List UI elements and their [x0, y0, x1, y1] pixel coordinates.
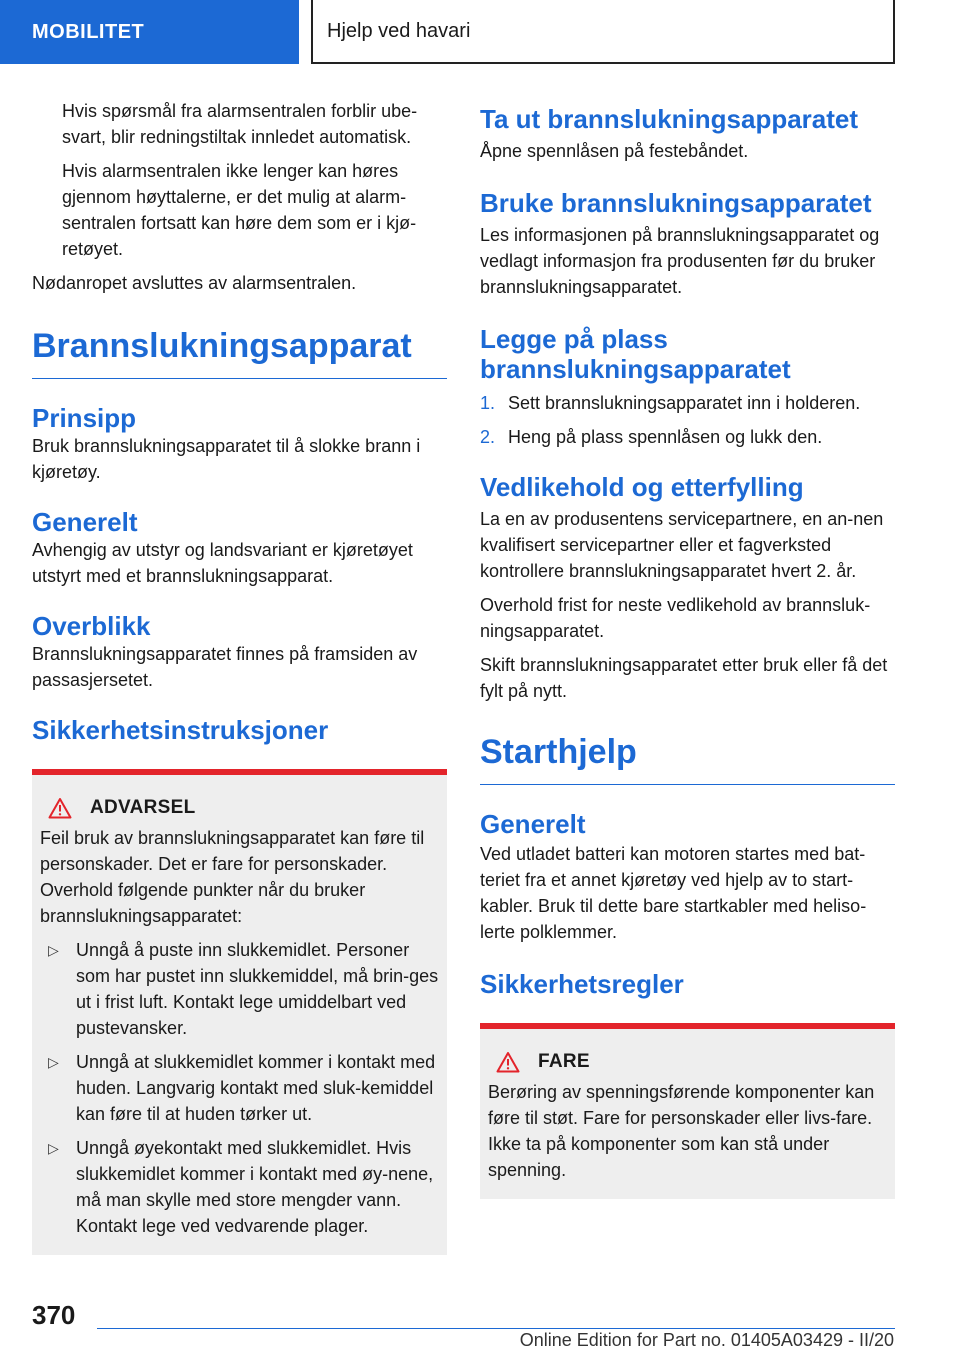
warning-box [32, 769, 447, 1255]
danger-label: FARE [538, 1051, 590, 1072]
step-item [480, 390, 895, 416]
bullet-text: Unngå øyekontakt med slukkemidlet. Hvis slukkemidlet kommer i kontakt med øy-nene, må man skylle med store mengder vann. Kontakt lege ved vedvarende plager. [76, 1138, 434, 1236]
heading-safety-instructions: Sikkerhetsinstruksjoner [32, 715, 329, 745]
chapter-title: Hjelp ved havari [327, 19, 471, 42]
footer-divider [97, 1328, 895, 1329]
danger-box [480, 1023, 895, 1199]
maintenance-text-2: Overhold frist for neste vedlikehold av brannsluk-ningsapparatet. [480, 595, 871, 641]
overview-text: Brannslukningsapparatet finnes på framsiden av passasjersetet. [32, 644, 418, 690]
bullet-triangle-icon: ▷ [48, 942, 59, 958]
heading-use: Bruke brannslukningsapparatet [480, 188, 872, 218]
bullet-triangle-icon: ▷ [48, 1054, 59, 1070]
edition-note: Online Edition for Part no. 01405A03429 - II/20 [519, 1330, 894, 1350]
step-text: Sett brannslukningsapparatet inn i holderen. [508, 393, 861, 413]
warning-text: Feil bruk av brannslukningsapparatet kan føre til personskader. Det er fare for personskader. Overhold følgende punkter når du bruker brannslukningsapparatet: [40, 828, 425, 926]
bullet-triangle-icon: ▷ [48, 1140, 59, 1156]
warning-label: ADVARSEL [90, 797, 196, 818]
warning-header [40, 797, 439, 819]
heading-principle: Prinsipp [32, 403, 137, 433]
heading-place: Legge på plass brannslukningsapparatet [480, 324, 791, 384]
principle-text: Bruk brannslukningsapparatet til å slokke brann i kjøretøy. [32, 436, 421, 482]
general-text: Avhengig av utstyr og landsvariant er kjøretøyet utstyrt med et brannslukningsapparat. [32, 540, 413, 586]
right-column [480, 98, 895, 1199]
chapter-header [311, 0, 895, 64]
step-number: 1. [480, 393, 496, 413]
maintenance-text-3: Skift brannslukningsapparatet etter bruk eller få det fylt på nytt. [480, 655, 888, 701]
left-column [32, 98, 447, 1255]
warning-triangle-icon [48, 797, 72, 819]
page-number: 370 [32, 1300, 76, 1330]
maintenance-text-1: La en av produsentens servicepartnere, en an-nen kvalifisert servicepartner eller et fagverksted kontrollere brannslukningsapparatet hvert 2. år. [480, 509, 884, 581]
heading-overview: Overblikk [32, 611, 151, 641]
danger-text: Berøring av spenningsførende komponenter kan føre til støt. Fare for personskader eller livs-fare. Ikke ta på komponenter som kan stå under spenning. [488, 1082, 875, 1180]
step-item [480, 424, 895, 450]
intro-paragraph-1: Hvis spørsmål fra alarmsentralen forblir ube-svart, blir redningstiltak innledet automatisk. [62, 101, 418, 147]
step-text: Heng på plass spennlåsen og lukk den. [508, 427, 823, 447]
step-number: 2. [480, 427, 496, 447]
heading-remove: Ta ut brannslukningsapparatet [480, 104, 859, 134]
bullet-text: Unngå at slukkemidlet kommer i kontakt med huden. Langvarig kontakt med sluk-kemiddel kan føre til at huden tørker ut. [76, 1052, 436, 1124]
intro-paragraph-2: Hvis alarmsentralen ikke lenger kan høres gjennom høyttalerne, er det mulig at alarm-sentralen fortsatt kan høre dem som er i kjø-retøyet. [62, 161, 417, 259]
section-title-fire-extinguisher: Brannslukningsapparat [32, 326, 447, 379]
section-label: MOBILITET [32, 20, 145, 43]
steps-list [480, 390, 895, 450]
section-title-jump-start: Starthjelp [480, 732, 895, 785]
danger-header [488, 1051, 887, 1073]
warning-bullet [40, 1049, 439, 1127]
use-text: Les informasjonen på brannslukningsapparatet og vedlagt informasjon fra produsenten før du bruker brannslukningsapparatet. [480, 225, 880, 297]
warning-bullet [40, 937, 439, 1041]
remove-text: Åpne spennlåsen på festebåndet. [480, 141, 749, 161]
general-jump-text: Ved utladet batteri kan motoren startes med bat-teriet fra et annet kjøretøy ved hjelp av to start-kabler. Bruk til dette bare startkabler med heliso-lerte polklemmer. [480, 844, 867, 942]
warning-triangle-icon [496, 1051, 520, 1073]
heading-maintenance: Vedlikehold og etterfylling [480, 472, 804, 502]
heading-general: Generelt [32, 507, 138, 537]
bullet-text: Unngå å puste inn slukkemidlet. Personer som har pustet inn slukkemiddel, må brin-ges ut i frist luft. Kontakt lege umiddelbart ved pustevansker. [76, 940, 439, 1038]
warning-bullet [40, 1135, 439, 1239]
section-tab [0, 0, 299, 64]
intro-paragraph-3: Nødanropet avsluttes av alarmsentralen. [32, 273, 357, 293]
heading-safety-rules: Sikkerhetsregler [480, 969, 684, 999]
heading-general-jump: Generelt [480, 809, 586, 839]
